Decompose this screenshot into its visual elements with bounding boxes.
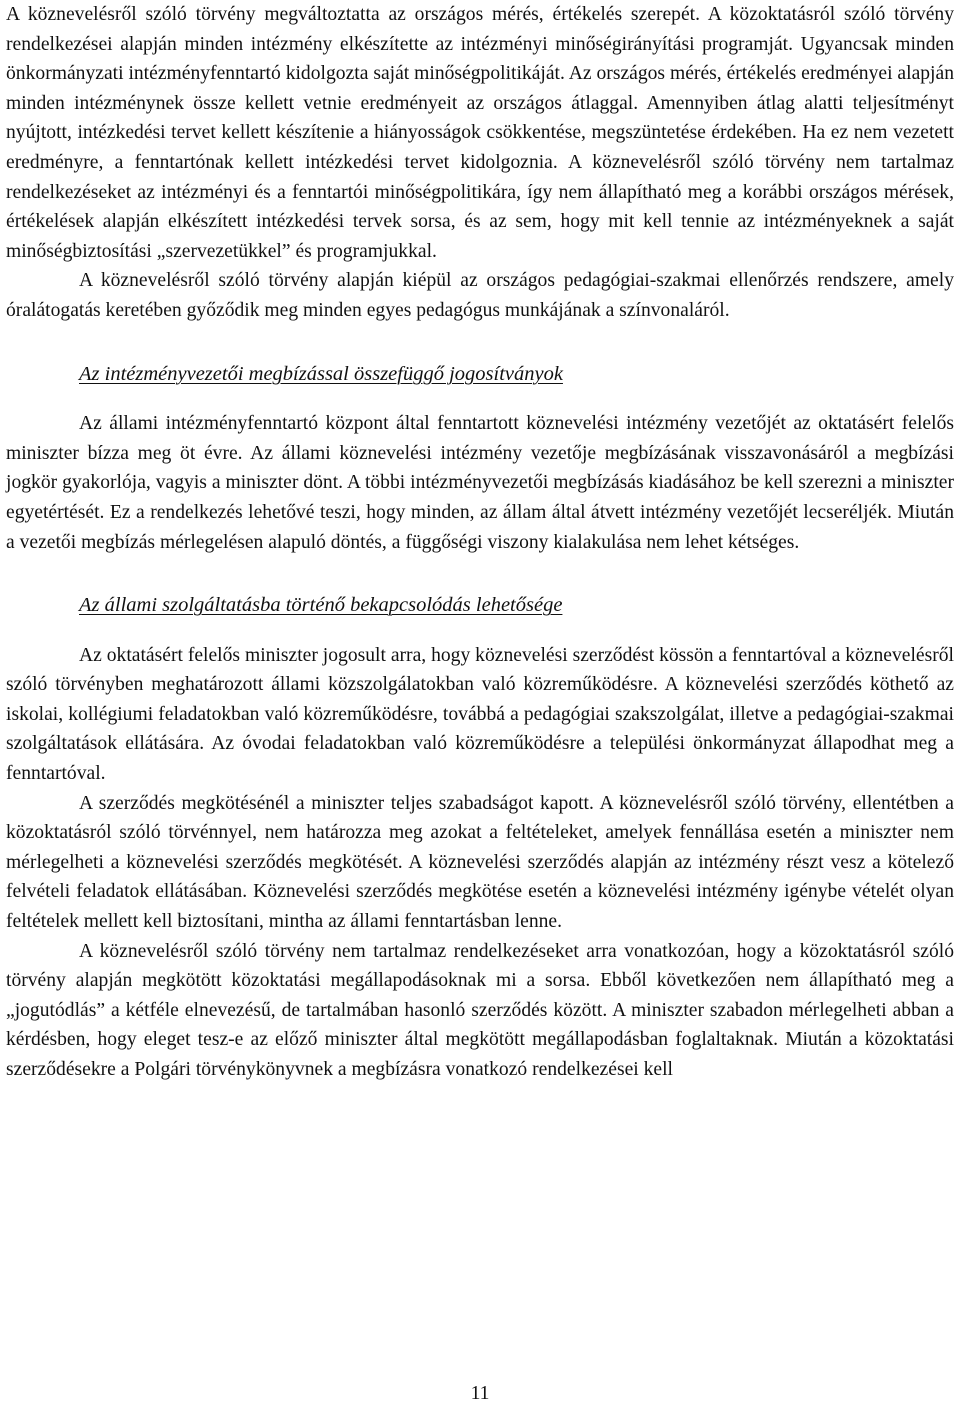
section-heading: Az intézményvezetői megbízással összefüggő jogosítványok xyxy=(79,362,563,385)
spacer xyxy=(6,326,954,360)
body-paragraph: Az állami intézményfenntartó központ által fenntartott köznevelési intézmény vezetőjét az oktatásért felelős miniszter bízza meg öt évre. Az állami köznevelési intézmény vezetője megbízásának visszavonásáról a megbízási jogkör gyakorlója, vagyis a miniszter dönt. A többi intézményvezetői megbízásás kiadásához be kell szerezni a miniszter egyetértését. Ez a rendelkezés lehetővé teszi, hogy minden, az állam által átvett intézmény vezetőjét lecseréljék. Miután a vezetői megbízás mérlegelésen alapuló döntés, a függőségi viszony kialakulása nem lehet kétséges. xyxy=(6,413,954,553)
document-page xyxy=(6,0,954,1085)
spacer xyxy=(6,621,954,641)
body-paragraph: Az oktatásért felelős miniszter jogosult arra, hogy köznevelési szerződést kössön a fenntartóval a köznevelésről szóló törvényben meghatározott állami közszolgálatokban való közreműködésre. A köznevelési szerződés köthető az iskolai, kollégiumi feladatokban való közreműködésre, továbbá a pedagógiai szakszolgálat, illetve a pedagógiai-szakmai szolgáltatások ellátására. Az óvodai feladatokban való közreműködésre a települési önkormányzat állapodhat meg a fenntartóval. xyxy=(6,644,954,785)
section-heading: Az állami szolgáltatásba történő bekapcsolódás lehetősége xyxy=(79,594,563,617)
spacer xyxy=(6,389,954,409)
body-paragraph: A köznevelésről szóló törvény alapján kiépül az országos pedagógiai-szakmai ellenőrzés rendszere, amely óralátogatás keretében győződik meg minden egyes pedagógus munkájának a színvonaláról. xyxy=(6,270,954,321)
body-paragraph: A szerződés megkötésénél a miniszter teljes szabadságot kapott. A köznevelésről szóló törvény, ellentétben a közoktatásról szóló törvénnyel, nem határozza meg azokat a feltételeket, amelyek fennállása esetén a miniszter nem mérlegelheti a köznevelési szerződés megkötését. A köznevelési szerződés alapján az intézmény részt vesz a kötelező felvételi feladatok ellátásában. Köznevelési szerződés megkötése esetén a köznevelési intézmény igénybe vételét olyan feltételek mellett kell biztosítani, mintha az állami fenntartásban lenne. xyxy=(6,792,954,933)
page-number: 11 xyxy=(470,1383,490,1404)
body-paragraph: A köznevelésről szóló törvény megváltoztatta az országos mérés, értékelés szerepét. A közoktatásról szóló törvény rendelkezései alapján minden intézmény elkészítette az intézményi minőségirányítási programját. Ugyancsak minden önkormányzati intézményfenntartó kidolgozta saját minőségpolitikáját. Az országos mérés, értékelés eredményei alapján minden intézménynek össze kellett vetnie eredményeit az országos átlaggal. Amennyiben átlag alatti teljesítményt nyújtott, intézkedési tervet kellett készítenie a hiányosságok csökkentése, megszüntetése érdekében. Ha ez nem vezetett eredményre, a fenntartónak kellett intézkedési tervet kidolgoznia. A köznevelésről szóló törvény nem tartalmaz rendelkezéseket az intézményi és a fenntartói minőségpolitikára, így nem állapítható meg a korábbi országos mérések, értékelések alapján elkészített intézkedési tervek sorsa, és az sem, hogy mit kell tennie az intézményeknek a saját minőségbiztosítási „szervezetükkel” és programjukkal. xyxy=(6,4,954,262)
spacer xyxy=(6,557,954,591)
body-paragraph: A köznevelésről szóló törvény nem tartalmaz rendelkezéseket arra vonatkozóan, hogy a közoktatásról szóló törvény alapján megkötött közoktatási megállapodásoknak mi a sorsa. Ebből következően nem állapítható meg a „jogutódlás” a kétféle elnevezésű, de tartalmában hasonló szerződés között. A miniszter szabadon mérlegelheti abban a kérdésben, hogy eleget tesz-e az előző miniszter által megkötött megállapodásban foglaltaknak. Miután a közoktatási szerződésekre a Polgári törvénykönyvnek a megbízásra vonatkozó rendelkezései kell xyxy=(6,940,954,1080)
